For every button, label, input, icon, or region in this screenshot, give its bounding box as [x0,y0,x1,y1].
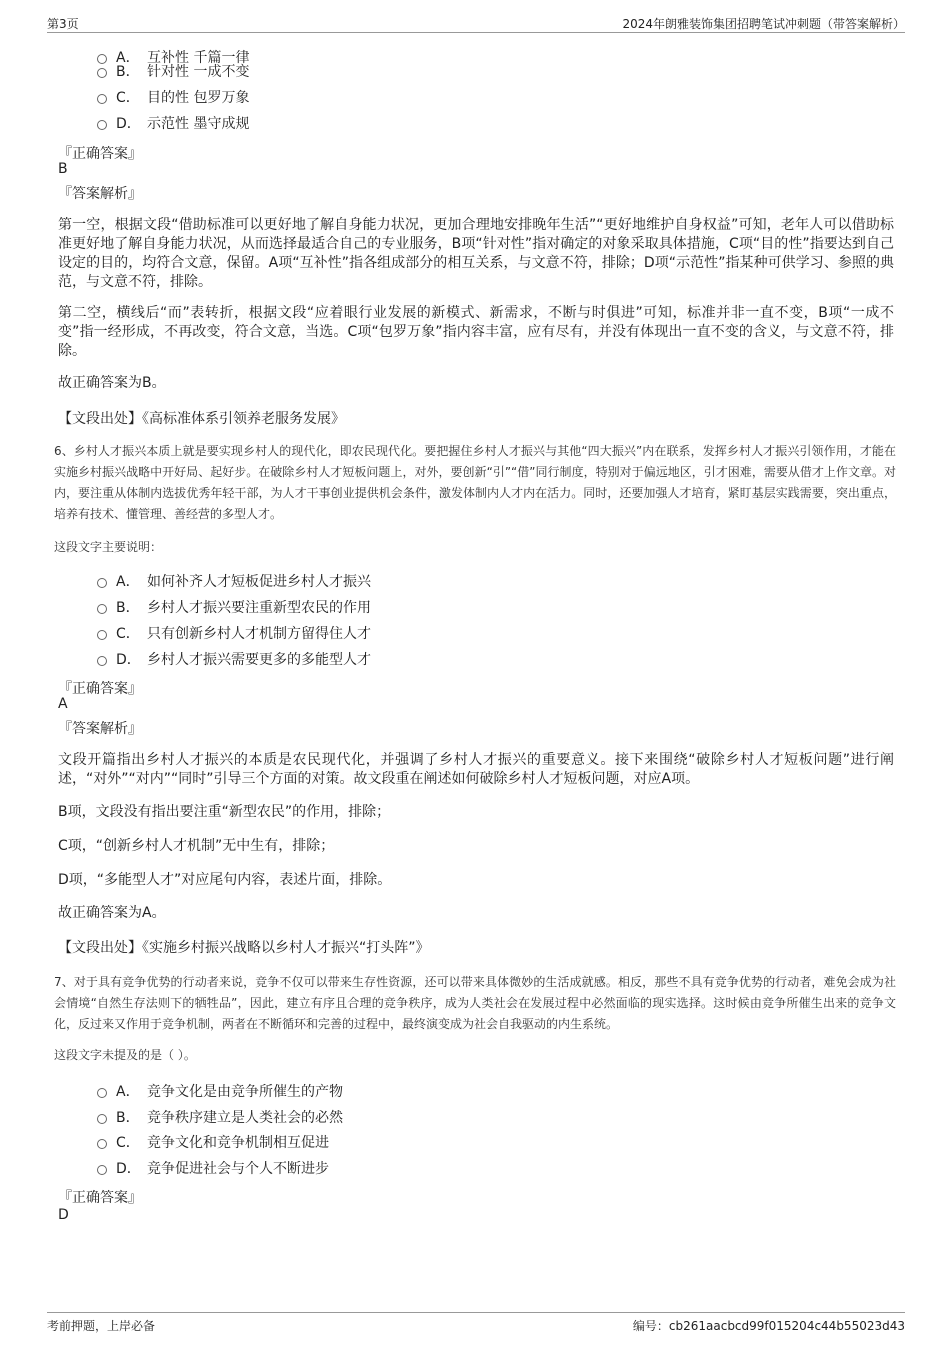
q5-analysis-conclusion: 故正确答案为B。 [58,375,166,391]
q6-option-d[interactable]: D． 乡村人才振兴需要更多的多能型人才 [97,649,371,669]
document-id: 编号：cb261aacbcd99f015204c44b55023d43 [632,1319,905,1333]
q6-option-b[interactable]: B． 乡村人才振兴要注重新型农民的作用 [97,597,371,617]
q6-answer: A [58,696,68,712]
q5-analysis-label: 『答案解析』 [58,186,142,202]
q6-answer-label: 『正确答案』 [58,681,142,697]
q6-option-a[interactable]: A． 如何补齐人才短板促进乡村人才振兴 [97,571,371,591]
radio-icon[interactable] [97,1139,107,1149]
radio-icon[interactable] [97,1088,107,1098]
q7-option-a[interactable]: A． 竞争文化是由竞争所催生的产物 [97,1081,343,1101]
radio-icon[interactable] [97,1114,107,1124]
document-title: 2024年朗雅装饰集团招聘笔试冲刺题（带答案解析） [622,17,905,31]
q5-option-b[interactable]: B． 针对性 一成不变 [97,61,249,81]
q7-option-d[interactable]: D． 竞争促进社会与个人不断进步 [97,1158,329,1178]
q6-analysis-option-d: D项，“多能型人才”对应尾句内容，表述片面，排除。 [58,872,392,888]
q5-analysis-paragraph-1: 第一空，根据文段“借助标准可以更好地了解自身能力状况，更加合理地安排晚年生活”“更好地维护自身权益”可知，老年人可以借助标准更好地了解自身能力状况，从而选择最适合自己的专业服务，B项“针对性”指对确定的对象采取具体措施，C项“目的性”指要达到自己设定的目的，均符合文意，保留。A项“互补性”指各组成部分的相互关系，与文意不符，排除；D项“示范性”指某种可供学习、参照的典范，与文意不符，排除。 [58,217,894,290]
radio-icon[interactable] [97,120,107,130]
radio-icon[interactable] [97,68,107,78]
page-footer [47,1312,905,1335]
radio-icon[interactable] [97,1165,107,1175]
q6-analysis-option-b: B项，文段没有指出要注重“新型农民”的作用，排除； [58,804,391,820]
radio-icon[interactable] [97,94,107,104]
q5-analysis-paragraph-2: 第二空，横线后“而”表转折，根据文段“应着眼行业发展的新模式、新需求，不断与时俱进”可知，标准并非一直不变，B项“一成不变”指一经形成，不再改变，符合文意，当选。C项“包罗万象”指内容丰富，应有尽有，并没有体现出一直不变的含义，与文意不符，排除。 [58,305,894,359]
q7-passage: 7、对于具有竞争优势的行动者来说，竞争不仅可以带来生存性资源，还可以带来具体微妙的生活成就感。相反，那些不具有竞争优势的行动者，难免会成为社会情境“自然生存法则下的牺牲品”，因此，建立有序且合理的竞争秩序，成为人类社会在发展过程中必然面临的现实选择。这时候由竞争所催生出来的竞争文化，反过来又作用于竞争机制，两者在不断循环和完善的过程中，最终演变成为社会自我驱动的内生系统。 [54,975,896,1031]
q6-analysis-paragraph-1: 文段开篇指出乡村人才振兴的本质是农民现代化，并强调了乡村人才振兴的重要意义。接下来围绕“破除乡村人才短板问题”进行阐述，“对外”“对内”“同时”引导三个方面的对策。故文段重在阐述如何破除乡村人才短板问题，对应A项。 [58,752,894,787]
q5-option-a[interactable]: A． 互补性 千篇一律 [97,47,249,67]
q6-passage: 6、乡村人才振兴本质上就是要实现乡村人的现代化，即农民现代化。要把握住乡村人才振兴与其他“四大振兴”内在联系，发挥乡村人才振兴引领作用，才能在实施乡村振兴战略中开好局、起好步。在破除乡村人才短板问题上，对外，要创新“引”“借”同行制度，特别对于偏远地区，引才困难，需要从借才上作文章。对内，要注重从体制内选拔优秀年轻干部，为人才干事创业提供机会条件，激发体制内人才内在活力。同时，还要加强人才培育，紧盯基层实践需要，突出重点，培养有技术、懂管理、善经营的多型人才。 [54,444,896,521]
page-number: 第3页 [47,17,79,31]
q7-answer-label: 『正确答案』 [58,1190,142,1206]
page-header [47,14,905,33]
radio-icon[interactable] [97,578,107,588]
q7-prompt: 这段文字未提及的是（ ）。 [54,1048,196,1062]
radio-icon[interactable] [97,604,107,614]
footer-slogan: 考前押题，上岸必备 [47,1319,156,1333]
q6-option-c[interactable]: C． 只有创新乡村人才机制方留得住人才 [97,623,371,643]
q5-source: 【文段出处】《高标准体系引领养老服务发展》 [58,411,345,427]
radio-icon[interactable] [97,630,107,640]
radio-icon[interactable] [97,656,107,666]
q5-option-c[interactable]: C． 目的性 包罗万象 [97,87,249,107]
q7-answer: D [58,1207,69,1223]
q6-analysis-option-c: C项，“创新乡村人才机制”无中生有，排除； [58,838,335,854]
q5-answer-label: 『正确答案』 [58,146,142,162]
q5-option-d[interactable]: D． 示范性 墨守成规 [97,113,249,133]
q7-option-b[interactable]: B． 竞争秩序建立是人类社会的必然 [97,1107,343,1127]
q5-answer: B [58,161,68,177]
q6-analysis-label: 『答案解析』 [58,721,142,737]
q6-source: 【文段出处】《实施乡村振兴战略以乡村人才振兴“打头阵”》 [58,940,430,956]
q6-analysis-conclusion: 故正确答案为A。 [58,905,166,921]
q6-prompt: 这段文字主要说明： [54,540,163,554]
q7-option-c[interactable]: C． 竞争文化和竞争机制相互促进 [97,1132,329,1152]
